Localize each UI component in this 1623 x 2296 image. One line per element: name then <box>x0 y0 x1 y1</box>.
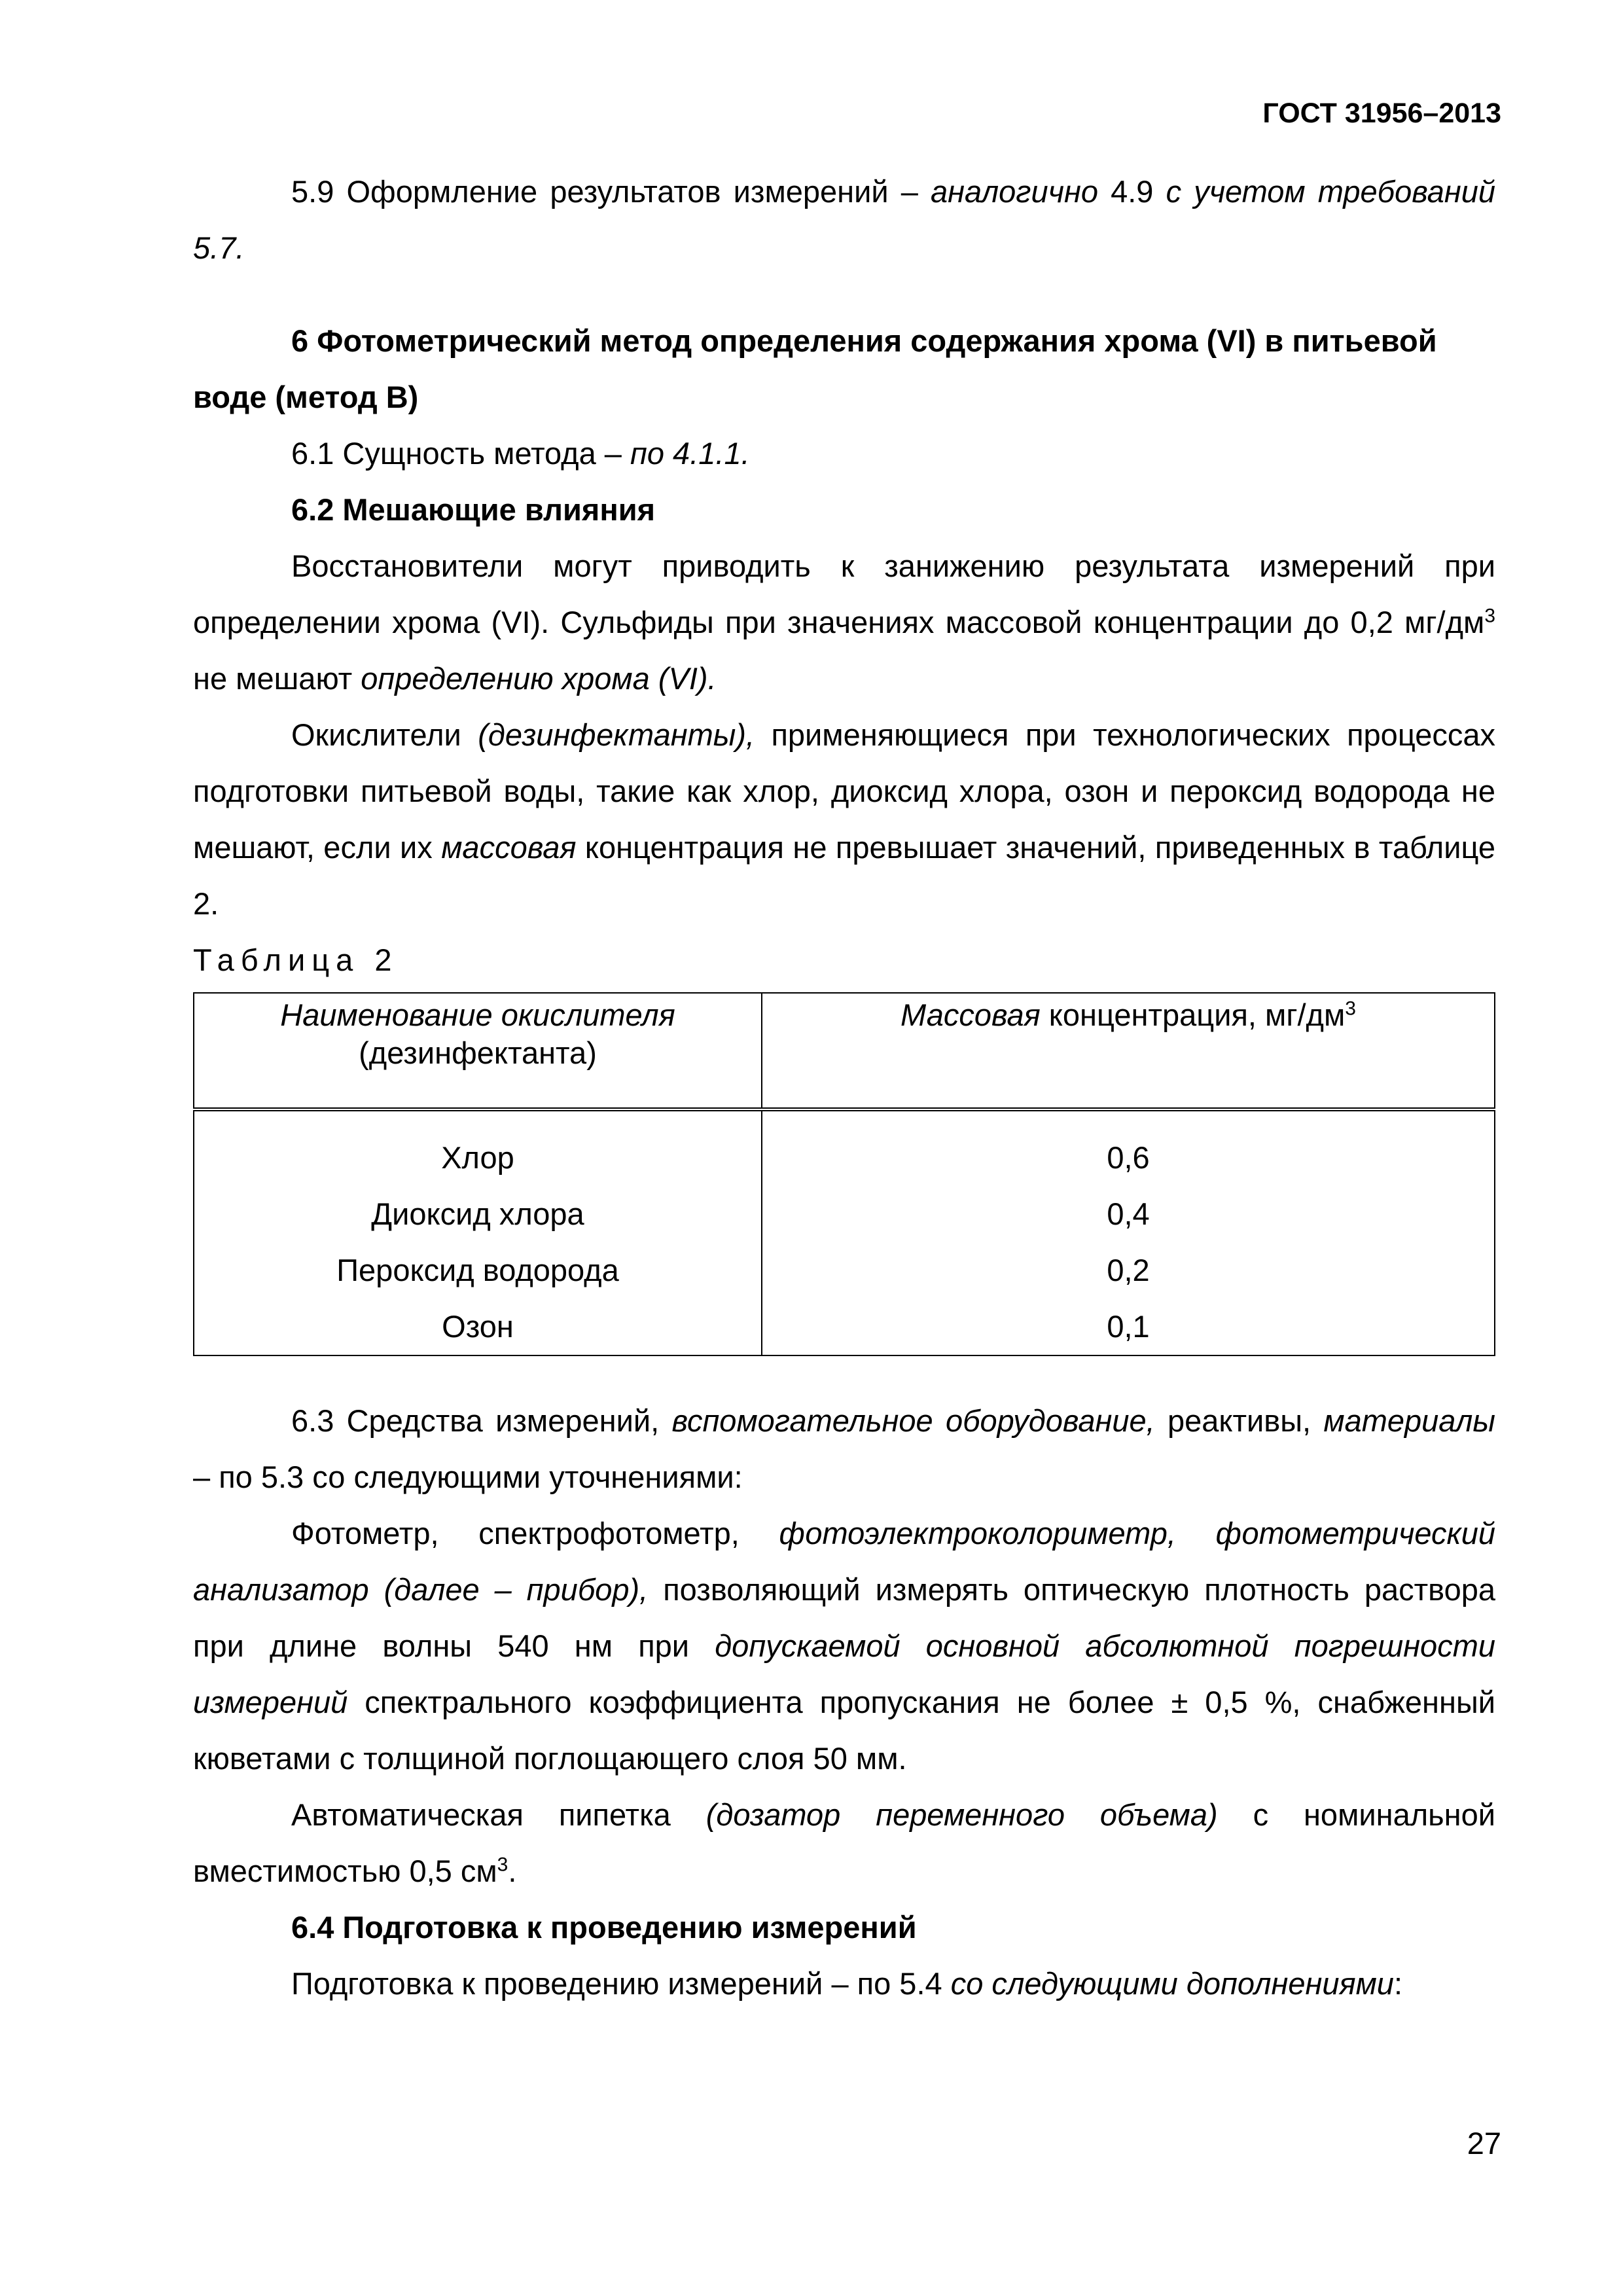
paragraph-6-3 <box>193 1393 1495 1505</box>
text-run: : <box>1393 1966 1402 2001</box>
italic-run: Наименование окислителя <box>280 997 675 1032</box>
table-cell-value: 0,4 <box>762 1186 1495 1242</box>
table-2 <box>193 992 1495 1356</box>
table-cell-name: Пероксид водорода <box>194 1242 762 1299</box>
paragraph-6-4 <box>193 1956 1495 2012</box>
text-run: концентрация не превышает значений, приведенных в таблице 2. <box>193 830 1495 921</box>
paragraph-6-3-photometer <box>193 1505 1495 1787</box>
text-run: реактивы, <box>1154 1403 1324 1438</box>
document-code-header: ГОСТ 31956–2013 <box>1262 98 1501 129</box>
italic-run: материалы <box>1323 1403 1495 1438</box>
italic-run: определению хрома (VI). <box>361 661 717 696</box>
table-row <box>194 1299 1495 1355</box>
italic-run: фотоэлектроколориметр, фотометрический анализатор (далее – прибор), <box>193 1516 1495 1607</box>
table-header-row <box>194 993 1495 1109</box>
italic-run: (дезинфектанты), <box>478 717 755 752</box>
paragraph-6-3-pipette <box>193 1787 1495 1899</box>
table-row <box>194 1109 1495 1186</box>
table-row <box>194 1186 1495 1242</box>
table-row <box>194 1242 1495 1299</box>
table-cell-name: Хлор <box>194 1109 762 1186</box>
text-run: Фотометр, спектрофотометр, <box>291 1516 779 1551</box>
italic-run: с учетом требований 5.7. <box>193 174 1496 265</box>
text-run: применяющиеся при технологических процессах подготовки питьевой воды, такие как хлор, диоксид хлора, озон и пероксид водорода не мешают, если их <box>193 717 1495 865</box>
italic-run: Массовая <box>901 997 1041 1032</box>
table-cell-value: 0,2 <box>762 1242 1495 1299</box>
text-run: – по 5.3 со следующими уточнениями: <box>193 1460 743 1494</box>
text-run: Окислители <box>291 717 478 752</box>
page-content <box>193 164 1495 2012</box>
table-header-concentration <box>762 993 1495 1109</box>
paragraph-6-1 <box>193 425 1495 482</box>
text-run: 6.3 Средства измерений, <box>291 1403 672 1438</box>
table-2-caption: Таблица 2 <box>193 942 399 977</box>
text-run: Автоматическая пипетка <box>291 1797 706 1832</box>
italic-run: по 4.1.1. <box>630 436 750 471</box>
italic-run: массовая <box>441 830 577 865</box>
superscript: 3 <box>497 1854 508 1876</box>
text-run: Подготовка к проведению измерений – по 5.4 <box>291 1966 951 2001</box>
superscript: 3 <box>1345 997 1356 1020</box>
section-6-title: 6 Фотометрический метод определения содержания хрома (VI) в питьевой воде (метод В) <box>193 323 1437 414</box>
text-run: не мешают <box>193 661 361 696</box>
italic-run: аналогично <box>931 174 1098 209</box>
table-header-oxidizer <box>194 993 762 1109</box>
italic-run: (дозатор переменного объема) <box>705 1797 1218 1832</box>
section-6-2-title: 6.2 Мешающие влияния <box>291 492 656 527</box>
text-run: . <box>508 1854 517 1888</box>
text-run: концентрация, мг/дм <box>1040 997 1346 1032</box>
paragraph-6-2-reducers <box>193 538 1495 707</box>
text-run: спектрального коэффициента пропускания не более ± 0,5 %, снабженный кюветами с толщиной поглощающего слоя 50 мм. <box>193 1685 1495 1776</box>
italic-run: вспомогательное оборудование, <box>671 1403 1155 1438</box>
table-cell-value: 0,1 <box>762 1299 1495 1355</box>
text-run: 5.9 Оформление результатов измерений – <box>291 174 931 209</box>
text-run: с номинальной вместимостью 0,5 см <box>193 1797 1495 1888</box>
superscript: 3 <box>1484 605 1495 627</box>
text-run: позволяющий измерять оптическую плотность раствора при длине волны 540 нм при <box>193 1572 1495 1663</box>
page-number: 27 <box>1467 2126 1501 2161</box>
paragraph-6-2-oxidizers <box>193 707 1495 932</box>
table-cell-name: Диоксид хлора <box>194 1186 762 1242</box>
table-cell-name: Озон <box>194 1299 762 1355</box>
text-run: 6.1 Сущность метода – <box>291 436 630 471</box>
italic-run: со следующими дополнениями <box>950 1966 1394 2001</box>
text-run: (дезинфектанта) <box>359 1035 597 1070</box>
table-cell-value: 0,6 <box>762 1109 1495 1186</box>
paragraph-5-9 <box>193 164 1495 276</box>
text-run: Восстановители могут приводить к занижению результата измерений при определении хрома (VI). Сульфиды при значениях массовой концентрации до 0,2 мг/дм <box>193 548 1495 639</box>
italic-run: допускаемой основной абсолютной погрешности измерений <box>193 1628 1495 1719</box>
section-6-4-title: 6.4 Подготовка к проведению измерений <box>291 1910 917 1945</box>
text-run: 4.9 <box>1097 174 1166 209</box>
